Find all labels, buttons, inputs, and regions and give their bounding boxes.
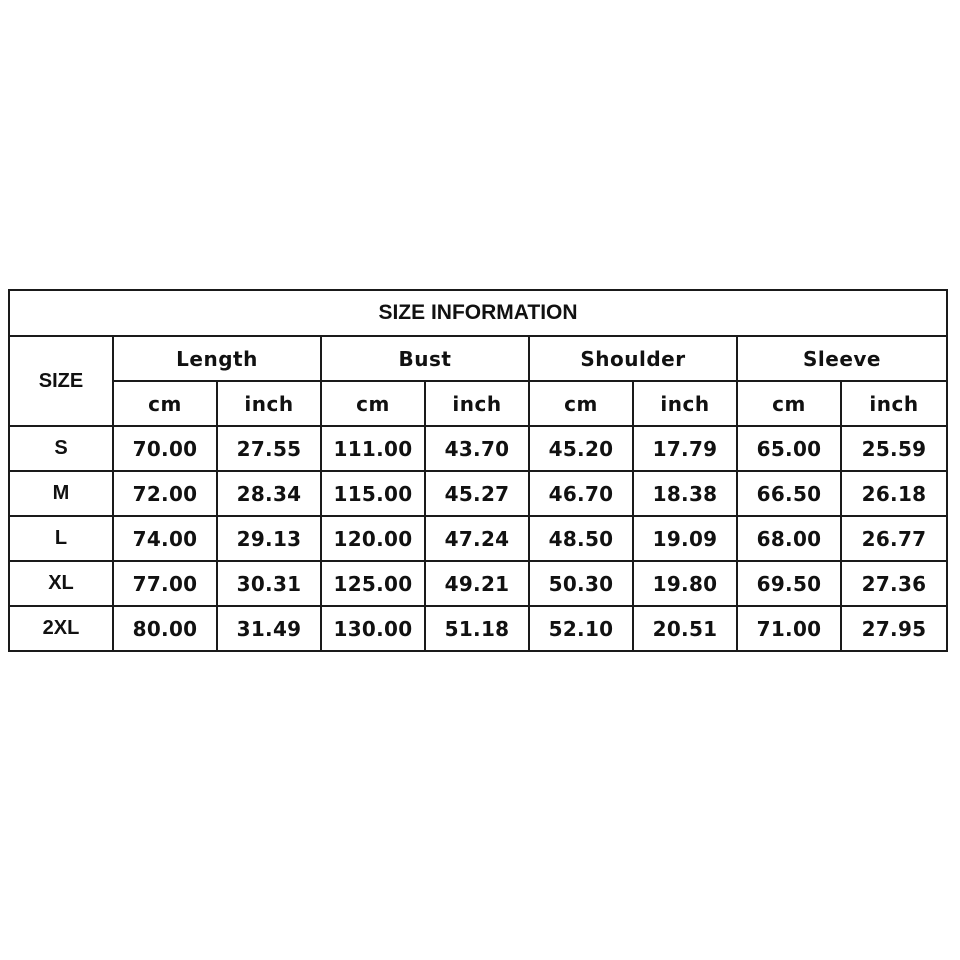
- unit-header: inch: [633, 381, 737, 426]
- measurement-cell: 18.38: [633, 471, 737, 516]
- table-row: [9, 561, 947, 606]
- measurement-cell: 72.00: [113, 471, 217, 516]
- measurement-cell: 43.70: [425, 426, 529, 471]
- size-label: 2XL: [9, 606, 113, 651]
- group-header-sleeve: Sleeve: [737, 336, 947, 381]
- size-chart-table: [8, 289, 948, 652]
- measurement-cell: 115.00: [321, 471, 425, 516]
- measurement-cell: 26.77: [841, 516, 947, 561]
- measurement-cell: 31.49: [217, 606, 321, 651]
- size-rows: [9, 426, 947, 651]
- unit-header: inch: [217, 381, 321, 426]
- table-row: [9, 471, 947, 516]
- measurement-cell: 74.00: [113, 516, 217, 561]
- measurement-cell: 25.59: [841, 426, 947, 471]
- measurement-cell: 30.31: [217, 561, 321, 606]
- measurement-cell: 19.09: [633, 516, 737, 561]
- measurement-cell: 71.00: [737, 606, 841, 651]
- measurement-cell: 51.18: [425, 606, 529, 651]
- size-label: M: [9, 471, 113, 516]
- measurement-cell: 49.21: [425, 561, 529, 606]
- unit-header: inch: [841, 381, 947, 426]
- measurement-cell: 27.95: [841, 606, 947, 651]
- size-label: L: [9, 516, 113, 561]
- measurement-cell: 120.00: [321, 516, 425, 561]
- measurement-cell: 111.00: [321, 426, 425, 471]
- measurement-cell: 28.34: [217, 471, 321, 516]
- title-row: [9, 290, 947, 336]
- table-row: [9, 606, 947, 651]
- unit-header: cm: [113, 381, 217, 426]
- measurement-cell: 80.00: [113, 606, 217, 651]
- measurement-cell: 20.51: [633, 606, 737, 651]
- measurement-cell: 130.00: [321, 606, 425, 651]
- measurement-cell: 45.20: [529, 426, 633, 471]
- group-header-shoulder: Shoulder: [529, 336, 737, 381]
- measurement-cell: 46.70: [529, 471, 633, 516]
- measurement-cell: 27.55: [217, 426, 321, 471]
- measurement-cell: 29.13: [217, 516, 321, 561]
- unit-header: cm: [737, 381, 841, 426]
- measurement-cell: 65.00: [737, 426, 841, 471]
- measurement-cell: 45.27: [425, 471, 529, 516]
- measurement-cell: 70.00: [113, 426, 217, 471]
- measurement-cell: 19.80: [633, 561, 737, 606]
- table-title: SIZE INFORMATION: [9, 290, 947, 336]
- size-label: S: [9, 426, 113, 471]
- measurement-cell: 48.50: [529, 516, 633, 561]
- unit-header: cm: [529, 381, 633, 426]
- measurement-cell: 77.00: [113, 561, 217, 606]
- measurement-cell: 66.50: [737, 471, 841, 516]
- group-header-row: [9, 336, 947, 381]
- unit-header: inch: [425, 381, 529, 426]
- table-row: [9, 426, 947, 471]
- measurement-cell: 26.18: [841, 471, 947, 516]
- measurement-cell: 50.30: [529, 561, 633, 606]
- measurement-cell: 125.00: [321, 561, 425, 606]
- group-header-bust: Bust: [321, 336, 529, 381]
- measurement-cell: 17.79: [633, 426, 737, 471]
- measurement-cell: 52.10: [529, 606, 633, 651]
- unit-header-row: [9, 381, 947, 426]
- size-column-header: SIZE: [9, 336, 113, 426]
- group-header-length: Length: [113, 336, 321, 381]
- measurement-cell: 47.24: [425, 516, 529, 561]
- size-label: XL: [9, 561, 113, 606]
- measurement-cell: 27.36: [841, 561, 947, 606]
- unit-header: cm: [321, 381, 425, 426]
- table-row: [9, 516, 947, 561]
- measurement-cell: 68.00: [737, 516, 841, 561]
- measurement-cell: 69.50: [737, 561, 841, 606]
